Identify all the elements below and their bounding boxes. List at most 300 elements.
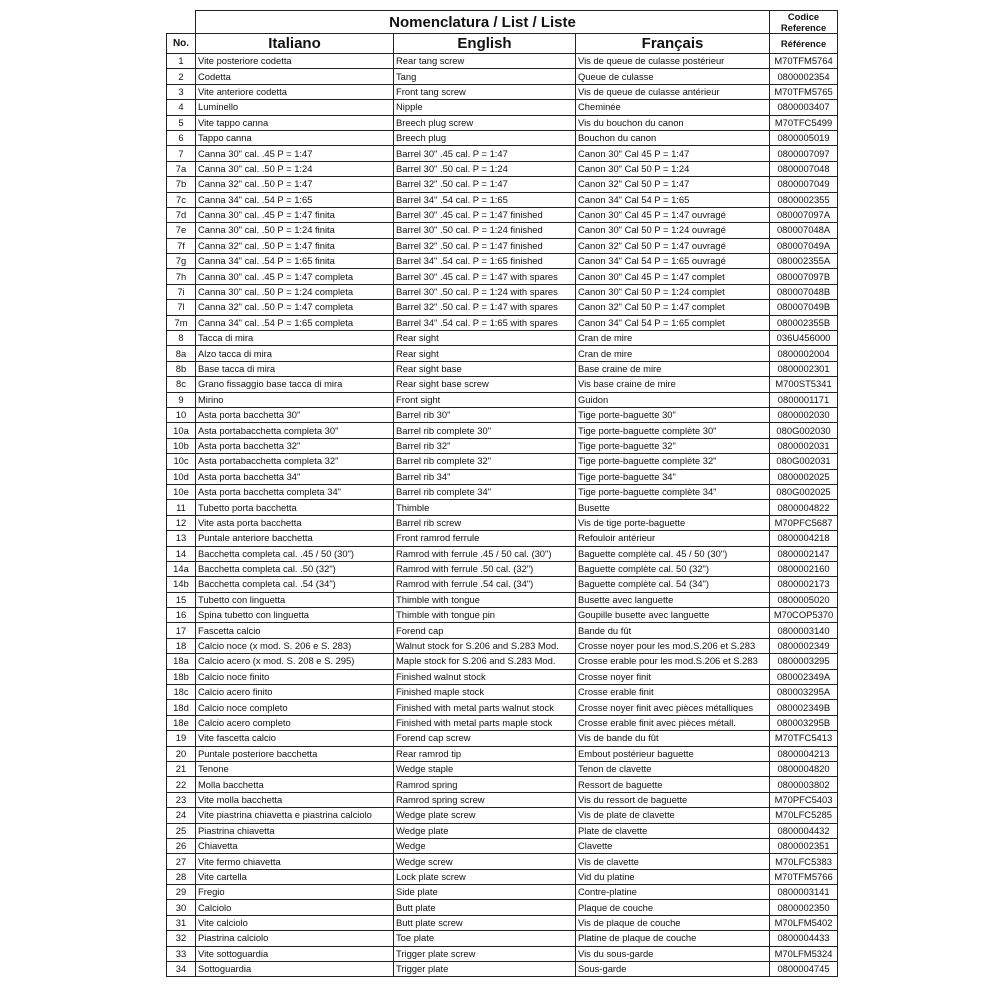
english-name: Barrel rib 34" [394, 469, 576, 484]
code-header-line1: Codice [787, 11, 820, 22]
french-name: Embout postérieur baguette [576, 746, 770, 761]
english-name: Forend cap screw [394, 731, 576, 746]
row-number: 21 [167, 761, 196, 776]
italian-name: Vite asta porta bacchetta [196, 515, 394, 530]
table-row [167, 808, 838, 823]
italian-name: Asta portabacchetta completa 30" [196, 423, 394, 438]
reference-code: 0800004218 [770, 531, 838, 546]
row-number: 31 [167, 915, 196, 930]
french-name: Busette [576, 500, 770, 515]
english-name: Barrel rib screw [394, 515, 576, 530]
italian-name: Canna 34" cal. .54 P = 1:65 completa [196, 315, 394, 330]
table-row [167, 792, 838, 807]
table-row [167, 900, 838, 915]
italian-name: Canna 32" cal. .50 P = 1:47 [196, 177, 394, 192]
table-row [167, 223, 838, 238]
french-name: Cheminée [576, 100, 770, 115]
french-name: Baguette complète cal. 45 / 50 (30") [576, 546, 770, 561]
french-name: Canon 32" Cal 50 P = 1:47 [576, 177, 770, 192]
table-row [167, 361, 838, 376]
reference-code: 080002355B [770, 315, 838, 330]
english-name: Forend cap [394, 623, 576, 638]
table-row [167, 715, 838, 730]
reference-code: 0800004745 [770, 962, 838, 977]
row-number: 7c [167, 192, 196, 207]
row-number: 18 [167, 638, 196, 653]
reference-code: 0800007097 [770, 146, 838, 161]
english-name: Side plate [394, 885, 576, 900]
italian-name: Calcio acero completo [196, 715, 394, 730]
row-number: 10b [167, 438, 196, 453]
reference-code: M70TFM5765 [770, 84, 838, 99]
french-name: Base craine de mire [576, 361, 770, 376]
italian-name: Asta porta bacchetta completa 34" [196, 484, 394, 499]
table-row [167, 761, 838, 776]
francais-column-header: Français [576, 34, 770, 54]
english-name: Barrel rib complete 32" [394, 454, 576, 469]
reference-code: 0800003802 [770, 777, 838, 792]
table-row [167, 146, 838, 161]
reference-code: 0800002173 [770, 577, 838, 592]
table-row [167, 315, 838, 330]
english-name: Breech plug screw [394, 115, 576, 130]
reference-code: M700ST5341 [770, 377, 838, 392]
row-number: 7e [167, 223, 196, 238]
row-number: 14b [167, 577, 196, 592]
italian-name: Asta portabacchetta completa 32" [196, 454, 394, 469]
italian-name: Tacca di mira [196, 331, 394, 346]
french-name: Tige porte-baguette complète 30" [576, 423, 770, 438]
reference-code: 080G002025 [770, 484, 838, 499]
reference-code: 080002349B [770, 700, 838, 715]
italian-name: Asta porta bacchetta 34" [196, 469, 394, 484]
row-number: 7b [167, 177, 196, 192]
french-name: Vis de clavette [576, 854, 770, 869]
french-name: Guidon [576, 392, 770, 407]
french-name: Baguette complète cal. 50 (32") [576, 561, 770, 576]
french-name: Canon 30" Cal 50 P = 1:24 [576, 161, 770, 176]
reference-code: 0800002350 [770, 900, 838, 915]
table-body [167, 54, 838, 977]
french-name: Vis du bouchon du canon [576, 115, 770, 130]
reference-code: 080007048B [770, 284, 838, 299]
row-number: 15 [167, 592, 196, 607]
french-name: Goupille busette avec languette [576, 608, 770, 623]
reference-code: 0800003141 [770, 885, 838, 900]
italian-name: Calcio acero finito [196, 685, 394, 700]
french-name: Vis du ressort de baguette [576, 792, 770, 807]
table-row [167, 561, 838, 576]
row-number: 6 [167, 130, 196, 145]
italian-name: Canna 30" cal. .50 P = 1:24 finita [196, 223, 394, 238]
reference-code: 080007048A [770, 223, 838, 238]
french-name: Vid du platine [576, 869, 770, 884]
row-number: 7m [167, 315, 196, 330]
row-number: 14 [167, 546, 196, 561]
french-name: Canon 30" Cal 50 P = 1:24 ouvragé [576, 223, 770, 238]
reference-code: 0800004433 [770, 931, 838, 946]
french-name: Canon 30" Cal 45 P = 1:47 ouvragé [576, 207, 770, 222]
row-number: 22 [167, 777, 196, 792]
reference-code: M70TFM5764 [770, 54, 838, 69]
english-name: Barrel 30" .45 cal. P = 1:47 with spares [394, 269, 576, 284]
french-name: Tige porte-baguette 34" [576, 469, 770, 484]
row-number: 10e [167, 484, 196, 499]
row-number: 7l [167, 300, 196, 315]
italian-name: Canna 30" cal. .45 P = 1:47 finita [196, 207, 394, 222]
table-row [167, 254, 838, 269]
italian-name: Canna 32" cal. .50 P = 1:47 completa [196, 300, 394, 315]
reference-code: 0800002301 [770, 361, 838, 376]
reference-code: 080002355A [770, 254, 838, 269]
table-row [167, 484, 838, 499]
table-row [167, 269, 838, 284]
french-name: Plaque de couche [576, 900, 770, 915]
english-name: Finished with metal parts walnut stock [394, 700, 576, 715]
italiano-column-header: Italiano [196, 34, 394, 54]
row-number: 23 [167, 792, 196, 807]
italian-name: Calcio noce (x mod. S. 206 e S. 283) [196, 638, 394, 653]
english-name: Finished maple stock [394, 685, 576, 700]
italian-name: Canna 30" cal. .45 P = 1:47 completa [196, 269, 394, 284]
row-number: 10c [167, 454, 196, 469]
code-header-line2: Reference [780, 22, 827, 33]
french-name: Canon 32" Cal 50 P = 1:47 complet [576, 300, 770, 315]
english-name: Wedge screw [394, 854, 576, 869]
row-number: 7g [167, 254, 196, 269]
french-name: Vis de plate de clavette [576, 808, 770, 823]
french-name: Crosse noyer pour les mod.S.206 et S.283 [576, 638, 770, 653]
italian-name: Canna 30" cal. .50 P = 1:24 [196, 161, 394, 176]
no-column-header: No. [167, 34, 196, 54]
row-number: 7d [167, 207, 196, 222]
reference-code: 080007049A [770, 238, 838, 253]
reference-code: 0800001171 [770, 392, 838, 407]
table-row [167, 869, 838, 884]
reference-code: 0800007049 [770, 177, 838, 192]
row-number: 34 [167, 962, 196, 977]
reference-code: 0800002354 [770, 69, 838, 84]
italian-name: Vite anteriore codetta [196, 84, 394, 99]
english-name: Barrel rib 32" [394, 438, 576, 453]
row-number: 7i [167, 284, 196, 299]
italian-name: Luminello [196, 100, 394, 115]
table-row [167, 115, 838, 130]
row-number: 19 [167, 731, 196, 746]
row-number: 7a [167, 161, 196, 176]
table-row [167, 161, 838, 176]
reference-code: 0800004432 [770, 823, 838, 838]
table-row [167, 515, 838, 530]
row-number: 9 [167, 392, 196, 407]
italian-name: Vite posteriore codetta [196, 54, 394, 69]
reference-code: 080007097A [770, 207, 838, 222]
italian-name: Calciolo [196, 900, 394, 915]
table-row [167, 731, 838, 746]
english-name: Thimble with tongue [394, 592, 576, 607]
reference-code: 0800003140 [770, 623, 838, 638]
italian-name: Canna 34" cal. .54 P = 1:65 [196, 192, 394, 207]
row-number: 16 [167, 608, 196, 623]
english-name: Barrel 30" .45 cal. P = 1:47 [394, 146, 576, 161]
table-row [167, 100, 838, 115]
italian-name: Chiavetta [196, 838, 394, 853]
english-name: Barrel 32" .50 cal. P = 1:47 finished [394, 238, 576, 253]
table-row [167, 915, 838, 930]
table-row [167, 207, 838, 222]
reference-code: M70TFC5413 [770, 731, 838, 746]
table-row [167, 438, 838, 453]
french-name: Tige porte-baguette complète 34" [576, 484, 770, 499]
english-name: Barrel rib complete 34" [394, 484, 576, 499]
reference-code: M70TFM5766 [770, 869, 838, 884]
reference-code: 036U456000 [770, 331, 838, 346]
table-row [167, 454, 838, 469]
row-number: 18b [167, 669, 196, 684]
row-number: 32 [167, 931, 196, 946]
french-name: Plate de clavette [576, 823, 770, 838]
row-number: 10d [167, 469, 196, 484]
italian-name: Canna 34" cal. .54 P = 1:65 finita [196, 254, 394, 269]
table-row [167, 823, 838, 838]
english-name: Barrel 30" .50 cal. P = 1:24 with spares [394, 284, 576, 299]
english-name: Rear sight base [394, 361, 576, 376]
french-name: Clavette [576, 838, 770, 853]
italian-name: Base tacca di mira [196, 361, 394, 376]
row-number: 3 [167, 84, 196, 99]
reference-code: 0800003295 [770, 654, 838, 669]
italian-name: Bacchetta completa cal. .54 (34") [196, 577, 394, 592]
french-name: Cran de mire [576, 331, 770, 346]
italian-name: Tenone [196, 761, 394, 776]
french-name: Vis du sous-garde [576, 946, 770, 961]
english-name: Rear sight [394, 346, 576, 361]
italian-name: Vite cartella [196, 869, 394, 884]
italian-name: Piastrina calciolo [196, 931, 394, 946]
table-row [167, 946, 838, 961]
french-name: Vis de queue de culasse antérieur [576, 84, 770, 99]
english-name: Ramrod with ferrule .50 cal. (32") [394, 561, 576, 576]
italian-name: Vite piastrina chiavetta e piastrina calciolo [196, 808, 394, 823]
english-name: Maple stock for S.206 and S.283 Mod. [394, 654, 576, 669]
english-name: Tang [394, 69, 576, 84]
reference-code: 0800004822 [770, 500, 838, 515]
italian-name: Alzo tacca di mira [196, 346, 394, 361]
reference-code: 0800002004 [770, 346, 838, 361]
french-name: Vis de queue de culasse postérieur [576, 54, 770, 69]
english-name: Walnut stock for S.206 and S.283 Mod. [394, 638, 576, 653]
table-row [167, 192, 838, 207]
reference-code: 080002349A [770, 669, 838, 684]
english-name: Barrel 34" .54 cal. P = 1:65 [394, 192, 576, 207]
row-number: 33 [167, 946, 196, 961]
reference-code: 080003295A [770, 685, 838, 700]
reference-code: 0800002030 [770, 407, 838, 422]
english-name: Ramrod spring [394, 777, 576, 792]
table-row [167, 592, 838, 607]
table-row [167, 500, 838, 515]
row-number: 7 [167, 146, 196, 161]
row-number: 18c [167, 685, 196, 700]
reference-code: 0800005019 [770, 130, 838, 145]
table-row [167, 238, 838, 253]
italian-name: Fregio [196, 885, 394, 900]
italian-name: Tappo canna [196, 130, 394, 145]
english-name: Trigger plate screw [394, 946, 576, 961]
english-name: Ramrod with ferrule .54 cal. (34") [394, 577, 576, 592]
english-name: Lock plate screw [394, 869, 576, 884]
italian-name: Molla bacchetta [196, 777, 394, 792]
row-number: 18d [167, 700, 196, 715]
english-name: Barrel 30" .50 cal. P = 1:24 [394, 161, 576, 176]
french-name: Busette avec languette [576, 592, 770, 607]
french-name: Crosse erable pour les mod.S.206 et S.283 [576, 654, 770, 669]
french-name: Bande du fût [576, 623, 770, 638]
italian-name: Calcio noce completo [196, 700, 394, 715]
italian-name: Fascetta calcio [196, 623, 394, 638]
french-name: Vis de tige porte-baguette [576, 515, 770, 530]
italian-name: Vite tappo canna [196, 115, 394, 130]
row-number: 29 [167, 885, 196, 900]
english-name: Barrel 34" .54 cal. P = 1:65 finished [394, 254, 576, 269]
reference-code: 0800002025 [770, 469, 838, 484]
table-row [167, 331, 838, 346]
table-row [167, 638, 838, 653]
row-number: 8b [167, 361, 196, 376]
table-title: Nomenclatura / List / Liste [196, 11, 770, 34]
french-name: Refoulоir antérieur [576, 531, 770, 546]
french-name: Baguette complète cal. 54 (34") [576, 577, 770, 592]
table-row [167, 392, 838, 407]
table-row [167, 608, 838, 623]
french-name: Queue de culasse [576, 69, 770, 84]
table-row [167, 300, 838, 315]
row-number: 25 [167, 823, 196, 838]
english-name: Butt plate screw [394, 915, 576, 930]
italian-name: Canna 30" cal. .50 P = 1:24 completa [196, 284, 394, 299]
parts-list-sheet [166, 10, 838, 977]
italian-name: Mirino [196, 392, 394, 407]
table-row [167, 177, 838, 192]
row-number: 7h [167, 269, 196, 284]
french-name: Contre-platine [576, 885, 770, 900]
french-name: Vis base craine de mire [576, 377, 770, 392]
reference-code: M70LFM5402 [770, 915, 838, 930]
english-name: Barrel 32" .50 cal. P = 1:47 [394, 177, 576, 192]
table-row [167, 777, 838, 792]
reference-code: 080007049B [770, 300, 838, 315]
table-row [167, 130, 838, 145]
french-name: Crosse erable finit [576, 685, 770, 700]
english-name: Front tang screw [394, 84, 576, 99]
french-name: Vis de bande du fût [576, 731, 770, 746]
italian-name: Puntale posteriore bacchetta [196, 746, 394, 761]
code-header [770, 11, 838, 34]
table-row [167, 669, 838, 684]
row-number: 17 [167, 623, 196, 638]
row-number: 11 [167, 500, 196, 515]
italian-name: Grano fissaggio base tacca di mira [196, 377, 394, 392]
english-name: Rear ramrod tip [394, 746, 576, 761]
row-number: 12 [167, 515, 196, 530]
french-name: Crosse noyer finit avec pièces métalliques [576, 700, 770, 715]
row-number: 27 [167, 854, 196, 869]
table-row [167, 700, 838, 715]
table-row [167, 931, 838, 946]
italian-name: Bacchetta completa cal. .45 / 50 (30") [196, 546, 394, 561]
table-row [167, 423, 838, 438]
table-row [167, 962, 838, 977]
table-row [167, 54, 838, 69]
italian-name: Vite molla bacchetta [196, 792, 394, 807]
reference-code: 0800002351 [770, 838, 838, 853]
reference-code: 0800002349 [770, 638, 838, 653]
reference-code: 080003295B [770, 715, 838, 730]
italian-name: Bacchetta completa cal. .50 (32") [196, 561, 394, 576]
table-row [167, 377, 838, 392]
french-name: Tenon de clavette [576, 761, 770, 776]
italian-name: Vite calciolo [196, 915, 394, 930]
reference-code: 0800005020 [770, 592, 838, 607]
french-name: Canon 30" Cal 50 P = 1:24 complet [576, 284, 770, 299]
table-row [167, 654, 838, 669]
english-name: Ramrod with ferrule .45 / 50 cal. (30") [394, 546, 576, 561]
row-number: 26 [167, 838, 196, 853]
english-name: Nipple [394, 100, 576, 115]
italian-name: Vite fermo chiavetta [196, 854, 394, 869]
reference-code: M70TFC5499 [770, 115, 838, 130]
row-number: 30 [167, 900, 196, 915]
row-number: 8a [167, 346, 196, 361]
table-row [167, 69, 838, 84]
italian-name: Canna 30" cal. .45 P = 1:47 [196, 146, 394, 161]
english-name: Thimble with tongue pin [394, 608, 576, 623]
italian-name: Vite fascetta calcio [196, 731, 394, 746]
code-header-line3: Référence [770, 34, 838, 54]
row-number: 4 [167, 100, 196, 115]
french-name: Crosse noyer finit [576, 669, 770, 684]
english-name: Butt plate [394, 900, 576, 915]
table-row [167, 546, 838, 561]
english-name: Ramrod spring screw [394, 792, 576, 807]
english-name: Barrel rib complete 30" [394, 423, 576, 438]
english-name: Front ramrod ferrule [394, 531, 576, 546]
table-row [167, 531, 838, 546]
row-number: 13 [167, 531, 196, 546]
english-name: Finished walnut stock [394, 669, 576, 684]
french-name: Bouchon du canon [576, 130, 770, 145]
row-number: 7f [167, 238, 196, 253]
english-name: Rear sight [394, 331, 576, 346]
english-name: Barrel 30" .45 cal. P = 1:47 finished [394, 207, 576, 222]
table-row [167, 685, 838, 700]
italian-name: Sottoguardia [196, 962, 394, 977]
english-name: Wedge plate screw [394, 808, 576, 823]
english-name: Front sight [394, 392, 576, 407]
table-row [167, 84, 838, 99]
italian-name: Puntale anteriore bacchetta [196, 531, 394, 546]
row-number: 1 [167, 54, 196, 69]
row-number: 8c [167, 377, 196, 392]
french-name: Canon 30" Cal 45 P = 1:47 [576, 146, 770, 161]
table-row [167, 577, 838, 592]
table-row [167, 854, 838, 869]
french-name: Vis de plaque de couche [576, 915, 770, 930]
french-name: Platine de plaque de couche [576, 931, 770, 946]
reference-code: 0800003407 [770, 100, 838, 115]
italian-name: Calcio noce finito [196, 669, 394, 684]
table-row [167, 885, 838, 900]
